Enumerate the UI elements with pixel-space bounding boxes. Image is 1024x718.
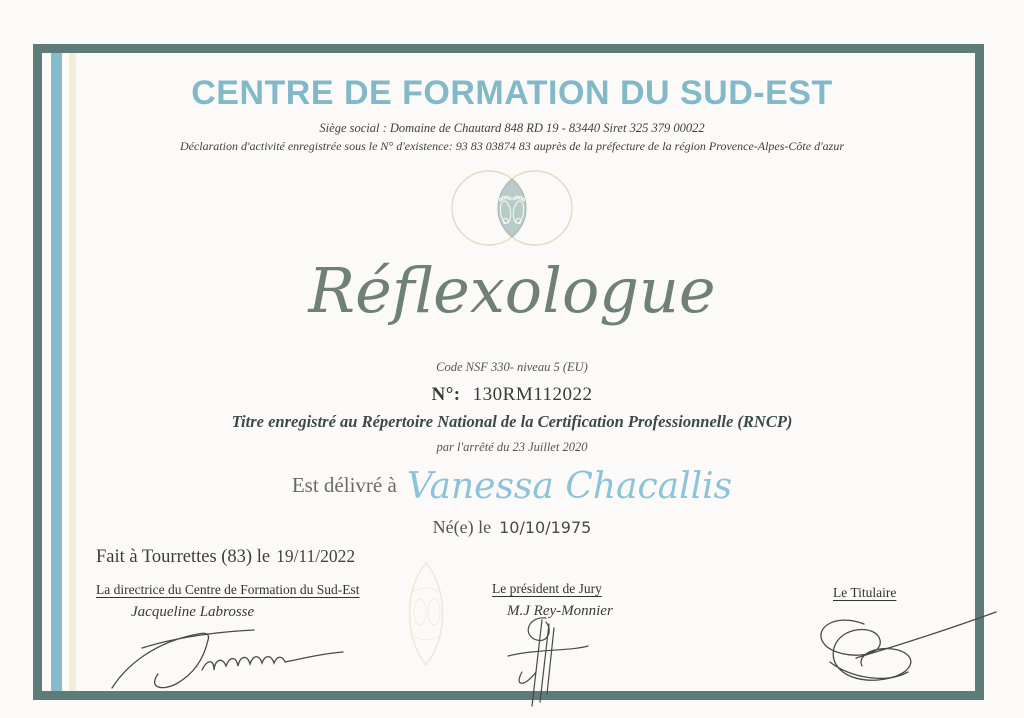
profession-title: Réflexologue: [308, 254, 716, 327]
diploma-number-value: 130RM112022: [472, 384, 593, 405]
recipient-name: Vanessa Chacallis: [406, 466, 733, 507]
issue-date-value: 19/11/2022: [276, 546, 356, 566]
reflexology-feet-logo-icon: [442, 168, 582, 250]
birth-label: Né(e) le: [432, 517, 492, 537]
organization-declaration: Déclaration d'activité enregistrée sous le N° d'existence: 93 83 03874 83 auprès de la préfecture de la région Provence-Alpes-Côte d'azur: [179, 139, 844, 153]
rncp-registration-line: Titre enregistré au Répertoire National de la Certification Professionnelle (RNCP): [231, 412, 793, 431]
issue-place-label: Fait à Tourrettes (83) le: [96, 547, 271, 567]
president-role-label: Le président de Jury: [492, 581, 602, 596]
birth-date-value: 10/10/1975: [499, 518, 592, 537]
decree-line: par l'arrêté du 23 Juillet 2020: [436, 440, 588, 454]
birth-line: [0, 517, 1024, 538]
nsf-code-line: Code NSF 330- niveau 5 (EU): [436, 360, 588, 374]
diploma-number-line: [0, 384, 1024, 406]
holder-role-label: Le Titulaire: [833, 585, 897, 600]
embossed-seal-watermark-icon: [378, 558, 474, 670]
organization-logo: [0, 168, 1024, 250]
organization-address: Siège social : Domaine de Chautard 848 RD 19 - 83440 Siret 325 379 00022: [319, 121, 705, 135]
director-name: Jacqueline Labrosse: [131, 604, 255, 620]
delivered-line: [0, 466, 1024, 507]
diploma-number-label: N°:: [431, 384, 461, 405]
director-role-label: La directrice du Centre de Formation du Sud-Est: [96, 582, 360, 597]
delivered-label: Est délivré à: [291, 473, 397, 497]
president-signature: [492, 612, 602, 712]
president-name: M.J Rey-Monnier: [507, 603, 613, 619]
organization-title: CENTRE DE FORMATION DU SUD-EST: [191, 74, 833, 112]
director-signature: [102, 614, 372, 694]
issue-line: [96, 546, 355, 568]
holder-signature: [800, 600, 1010, 695]
